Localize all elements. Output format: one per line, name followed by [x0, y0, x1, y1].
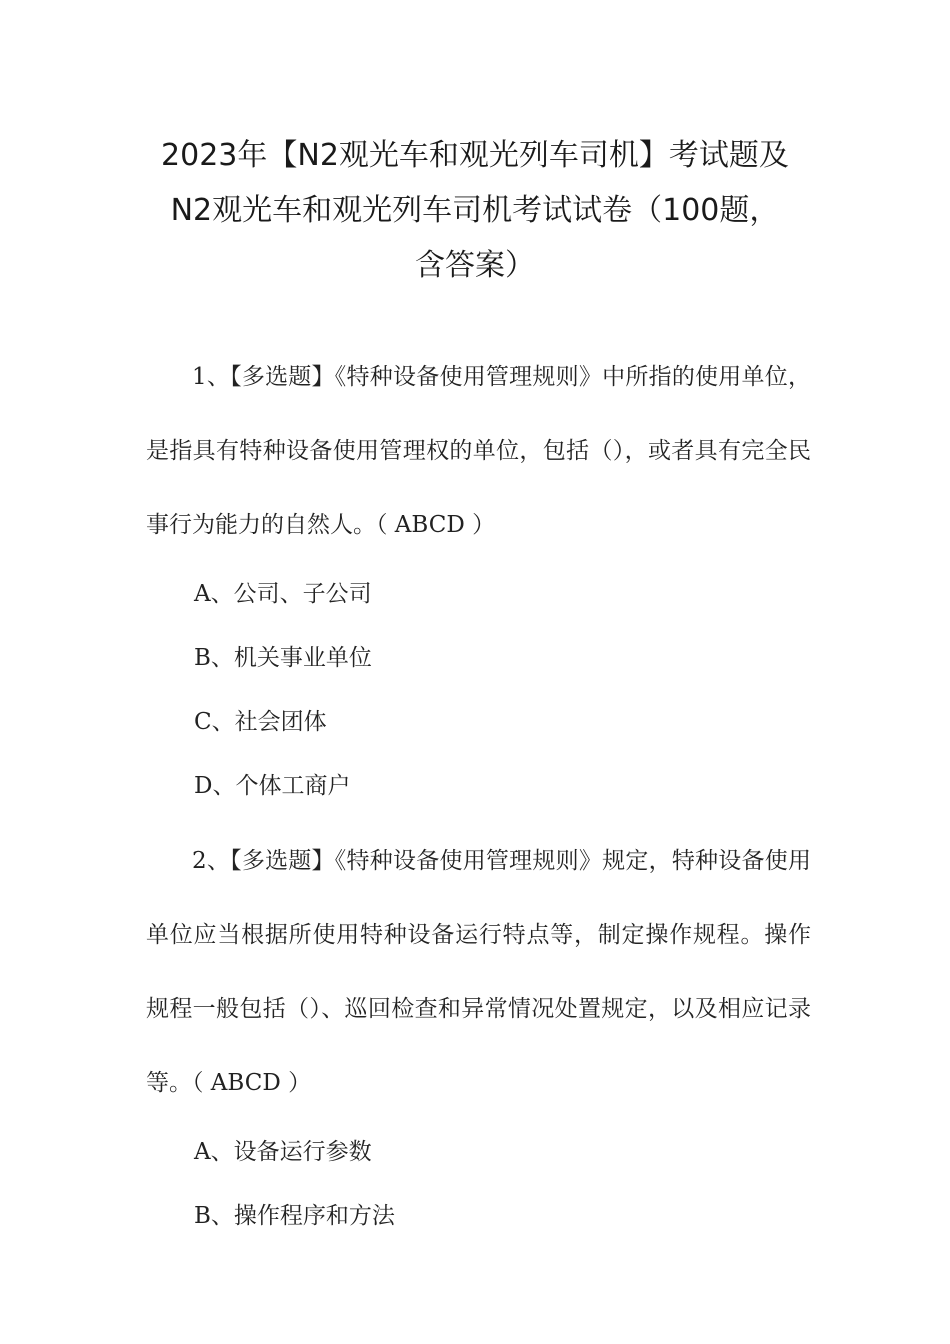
question-2-text: 2、【多选题】《特种设备使用管理规则》规定，特种设备使用单位应当根据所使用特种设备运行特点等，制定操作规程。操作规程一般包括（）、巡回检查和异常情况处置规定，以及相应记录等。（ ABCD ）	[146, 848, 811, 1096]
title-line-3: 含答案）	[415, 248, 535, 283]
question-1-option-d: D、个体工商户	[194, 773, 351, 799]
document-body	[146, 340, 811, 1248]
question-1-text: 1、【多选题】《特种设备使用管理规则》中所指的使用单位，是指具有特种设备使用管理权的单位，包括（），或者具有完全民事行为能力的自然人。（ ABCD ）	[146, 364, 811, 538]
question-2-option-b: B、操作程序和方法	[194, 1203, 395, 1229]
question-1-option-b: B、机关事业单位	[194, 645, 372, 671]
question-1-option-a: A、公司、子公司	[194, 581, 372, 607]
document-title	[60, 128, 890, 293]
title-line-2: N2观光车和观光列车司机考试试卷（100题，	[170, 193, 780, 228]
question-2-option-a: A、设备运行参数	[194, 1139, 372, 1165]
title-line-1: 2023年【N2观光车和观光列车司机】考试题及	[161, 138, 789, 173]
question-1-option-c: C、社会团体	[194, 709, 327, 735]
